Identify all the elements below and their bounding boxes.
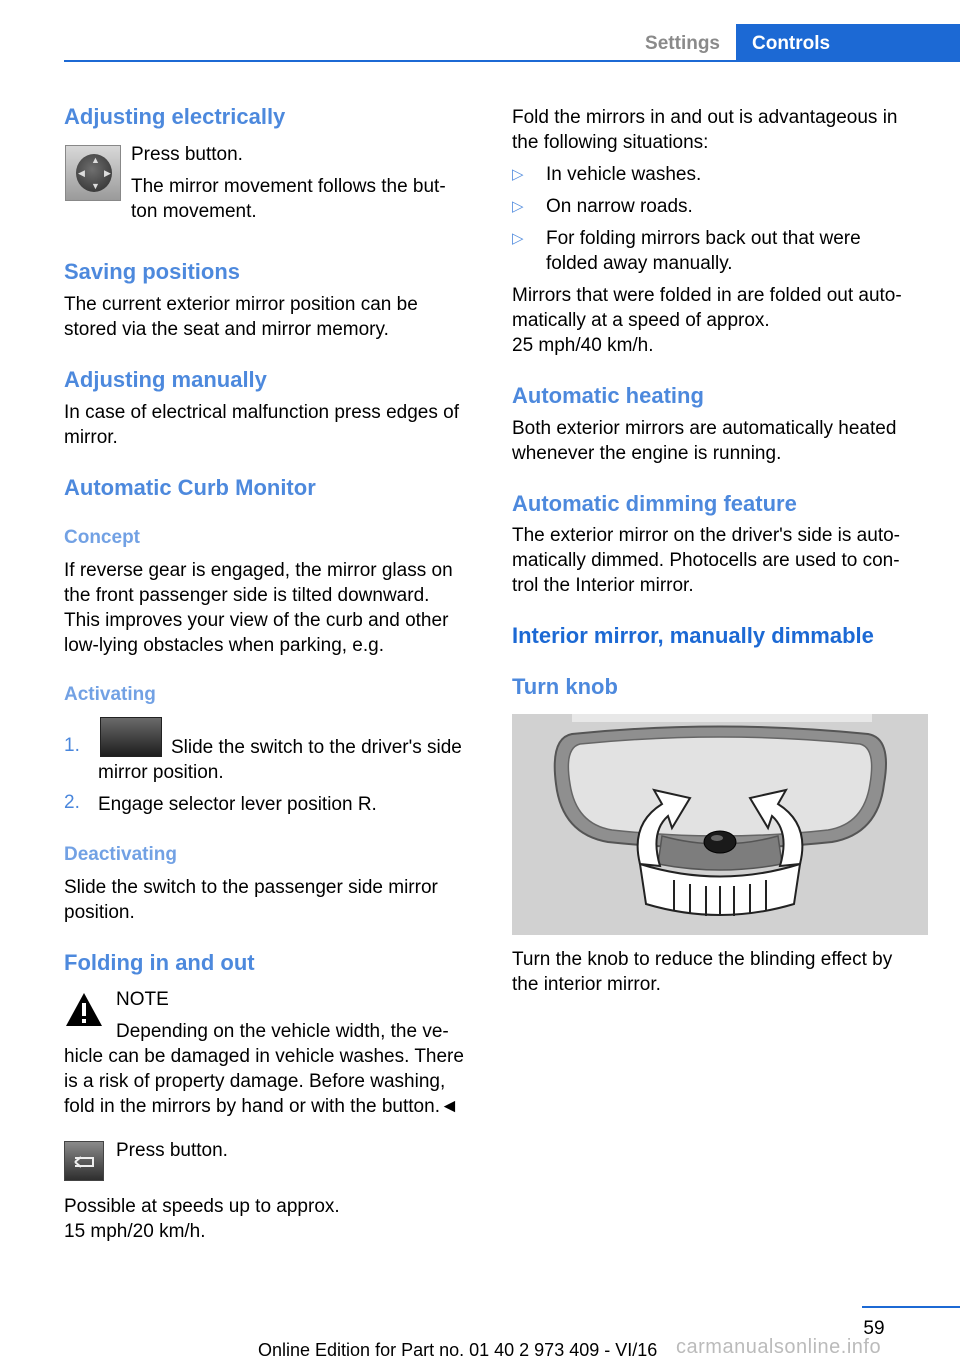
bullet-icon: ▷: [512, 198, 524, 215]
text-manual-1: In case of electrical malfunction press edges of: [64, 402, 459, 423]
heading-turn-knob: Turn knob: [512, 674, 618, 699]
text-saving-2: stored via the seat and mirror memory.: [64, 319, 389, 340]
page-number: 59: [863, 1318, 885, 1339]
bullet-icon: ▷: [512, 166, 524, 183]
text-saving-1: The current exterior mirror position can be: [64, 294, 418, 315]
text-mirror-follows-1: The mirror movement follows the but‐: [131, 176, 446, 197]
mirror-adjust-button-icon: ▲ ▼ ◀ ▶: [65, 145, 121, 201]
text-manual-2: mirror.: [64, 427, 118, 448]
step-number-2: 2.: [64, 792, 80, 813]
bullet-2-text: On narrow roads.: [546, 196, 693, 217]
warning-icon: [64, 990, 104, 1028]
text-speed-1: Possible at speeds up to approx.: [64, 1196, 340, 1217]
text-heating-1: Both exterior mirrors are automatically heated: [512, 418, 897, 439]
note-label: NOTE: [116, 989, 169, 1010]
text-deactivating-2: position.: [64, 902, 135, 923]
interior-mirror-illustration: [512, 714, 928, 935]
text-folded-3: 25 mph/40 km/h.: [512, 335, 654, 356]
mirror-switch-icon: [100, 717, 162, 757]
note-text-2: hicle can be damaged in vehicle washes. There: [64, 1046, 464, 1067]
text-mirror-follows-2: ton movement.: [131, 201, 257, 222]
text-folded-1: Mirrors that were folded in are folded out auto‐: [512, 285, 902, 306]
step-2-text: Engage selector lever position R.: [98, 794, 377, 815]
footer-edition: Online Edition for Part no. 01 40 2 973 409 - VI/16: [258, 1340, 658, 1360]
bullet-3-text-2: folded away manually.: [546, 253, 733, 274]
text-dimming-3: trol the Interior mirror.: [512, 575, 694, 596]
text-fold-intro-1: Fold the mirrors in and out is advantageous in: [512, 107, 898, 128]
step-1-text-1: Slide the switch to the driver's side: [171, 737, 462, 758]
text-concept-3: This improves your view of the curb and other: [64, 610, 449, 631]
text-dimming-2: matically dimmed. Photocells are used to con‐: [512, 550, 900, 571]
note-text-3: is a risk of property damage. Before washing,: [64, 1071, 446, 1092]
text-heating-2: whenever the engine is running.: [512, 443, 782, 464]
text-deactivating-1: Slide the switch to the passenger side mirror: [64, 877, 438, 898]
heading-automatic-heating: Automatic heating: [512, 383, 704, 408]
heading-curb-monitor: Automatic Curb Monitor: [64, 475, 316, 500]
caption-turn-knob-2: the interior mirror.: [512, 974, 661, 995]
watermark: carmanualsonline.info: [676, 1336, 882, 1358]
heading-activating: Activating: [64, 684, 156, 705]
heading-saving-positions: Saving positions: [64, 259, 241, 284]
text-fold-intro-2: the following situations:: [512, 132, 709, 153]
heading-deactivating: Deactivating: [64, 844, 177, 865]
footer-rule: [862, 1306, 960, 1308]
text-folded-2: matically at a speed of approx.: [512, 310, 770, 331]
note-text-4: fold in the mirrors by hand or with the button.◄: [64, 1096, 459, 1117]
text-concept-4: low-lying obstacles when parking, e.g.: [64, 635, 385, 656]
bullet-3-text-1: For folding mirrors back out that were: [546, 228, 861, 249]
heading-adjusting-electrically: Adjusting electrically: [64, 104, 286, 129]
step-1-text-2: mirror position.: [98, 762, 224, 783]
heading-adjusting-manually: Adjusting manually: [64, 367, 267, 392]
heading-automatic-dimming: Automatic dimming feature: [512, 491, 797, 516]
note-text-1: Depending on the vehicle width, the ve‐: [116, 1021, 449, 1042]
text-press-fold-button: Press button.: [116, 1140, 228, 1161]
heading-interior-mirror: Interior mirror, manually dimmable: [512, 623, 874, 648]
text-dimming-1: The exterior mirror on the driver's side is auto‐: [512, 525, 900, 546]
caption-turn-knob-1: Turn the knob to reduce the blinding effect by: [512, 949, 893, 970]
text-concept-1: If reverse gear is engaged, the mirror glass on: [64, 560, 453, 581]
header-chapter-tab: Controls: [736, 24, 960, 62]
bullet-1-text: In vehicle washes.: [546, 164, 702, 185]
heading-concept: Concept: [64, 527, 140, 548]
header-section-label: Settings: [645, 33, 720, 54]
heading-folding: Folding in and out: [64, 950, 255, 975]
header-rule: [64, 60, 960, 62]
text-speed-2: 15 mph/20 km/h.: [64, 1221, 206, 1242]
step-number-1: 1.: [64, 735, 80, 756]
fold-mirror-button-icon: [64, 1141, 104, 1181]
bullet-icon: ▷: [512, 230, 524, 247]
text-concept-2: the front passenger side is tilted downward.: [64, 585, 430, 606]
text-press-button: Press button.: [131, 144, 243, 165]
